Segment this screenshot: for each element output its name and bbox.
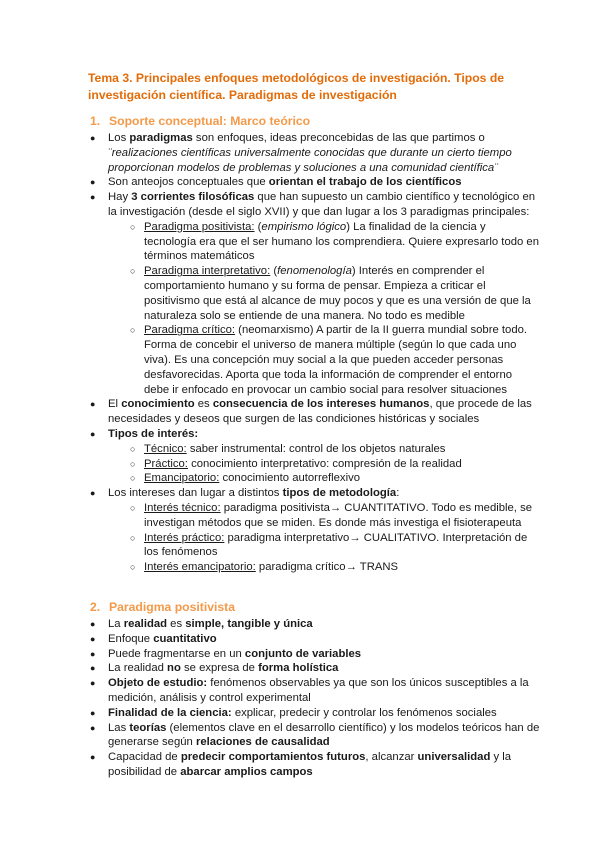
- section-number: 1.: [90, 114, 101, 128]
- section-heading-2: [90, 600, 235, 614]
- text: Hay: [108, 191, 132, 204]
- text: , alcanzar: [365, 751, 418, 764]
- bold-text: Tipos de interés:: [108, 427, 199, 440]
- sub-list-item: [90, 220, 540, 264]
- section-2-list: [90, 617, 540, 780]
- text: Son anteojos conceptuales que: [108, 176, 269, 189]
- bold-text: Finalidad de la ciencia:: [108, 706, 232, 719]
- list-item: [90, 632, 540, 647]
- text: Enfoque: [108, 632, 154, 645]
- list-item: [90, 676, 540, 706]
- list-item: [90, 190, 540, 220]
- text: Los: [108, 132, 130, 144]
- list-item: [90, 397, 540, 427]
- text: conocimiento interpretativo: compresión de la realidad: [187, 457, 462, 470]
- sub-list-item: [90, 501, 540, 531]
- text: saber instrumental: control de los objetos naturales: [186, 442, 446, 455]
- text: es: [167, 618, 186, 630]
- bold-text: consecuencia de los intereses humanos: [212, 398, 430, 411]
- underlined-label: Interés técnico:: [144, 501, 221, 514]
- text: se expresa de: [180, 662, 259, 675]
- text: paradigma positivista→ CUANTITATIVO. Todo es medible, se investigan métodos que se miden. Es donde más investiga el fisioterapeuta: [144, 501, 533, 529]
- sub-list-item: [90, 323, 540, 397]
- text: Puede fragmentarse en un: [108, 647, 245, 660]
- section-heading-1: [90, 114, 310, 128]
- bold-text: 3 corrientes filosóficas: [131, 191, 255, 204]
- bold-text: no: [167, 662, 181, 675]
- list-item: [90, 486, 540, 501]
- sub-list-item: [90, 264, 540, 323]
- text: paradigma crítico→ TRANS: [255, 561, 399, 574]
- sub-list-item: [90, 560, 540, 575]
- bold-text: predecir comportamientos futuros: [180, 751, 366, 764]
- bold-text: abarcar amplios campos: [180, 765, 313, 778]
- underlined-label: Paradigma crítico:: [144, 324, 236, 337]
- text: :: [396, 487, 400, 500]
- list-item: [90, 175, 540, 190]
- list-item: [90, 617, 540, 632]
- quote-text: ¨realizaciones científicas universalmente conocidas que durante un cierto tiempo proporcionan modelos de problemas y soluciones a una comunidad científica¨: [108, 146, 512, 174]
- bold-text: teorías: [129, 721, 167, 734]
- sub-list-item: [90, 442, 540, 457]
- text: explicar, predecir y controlar los fenómenos sociales: [231, 706, 497, 719]
- underlined-label: Técnico:: [144, 442, 187, 455]
- list-item: [90, 661, 540, 676]
- list-item: [90, 706, 540, 721]
- text: Las: [108, 721, 130, 734]
- section-heading-text: Paradigma positivista: [109, 600, 235, 614]
- bold-text: tipos de metodología: [282, 487, 397, 500]
- sub-list-item: [90, 457, 540, 472]
- list-item: [90, 721, 540, 751]
- list-item: [90, 131, 540, 175]
- italic-text: empirismo lógico: [261, 220, 347, 233]
- underlined-label: Interés práctico:: [144, 531, 225, 544]
- bold-text: simple, tangible y única: [185, 618, 313, 630]
- text: paradigma interpretativo→ CUALITATIVO. Interpretación de los fenómenos: [144, 531, 528, 559]
- text: El: [108, 398, 122, 411]
- underlined-label: Paradigma interpretativo:: [144, 265, 271, 278]
- underlined-label: Emancipatorio:: [144, 472, 220, 485]
- underlined-label: Interés emancipatorio:: [144, 561, 256, 574]
- text: , que procede de las necesidades y deseos que surgen de las condiciones históricas y sociales: [108, 398, 532, 426]
- list-item: [90, 427, 540, 442]
- text: ) La finalidad de la ciencia y tecnología era que el ser humano los comprendiera. Quiere expresarlo todo en términos matemáticos: [144, 220, 539, 263]
- bold-text: universalidad: [417, 751, 491, 764]
- bold-text: Objeto de estudio:: [108, 677, 208, 690]
- bold-text: conjunto de variables: [244, 647, 362, 660]
- list-item: [90, 750, 540, 780]
- bold-text: conocimiento: [121, 398, 195, 411]
- italic-text: fenomenología: [277, 265, 352, 278]
- text: (: [254, 220, 262, 233]
- sub-list-item: [90, 531, 540, 561]
- bold-text: cuantitativo: [153, 632, 217, 645]
- text: Los intereses dan lugar a distintos: [108, 487, 283, 500]
- bold-text: relaciones de causalidad: [195, 736, 330, 749]
- section-heading-text: Soporte conceptual: Marco teórico: [109, 114, 311, 128]
- page-title: Tema 3. Principales enfoques metodológicos de investigación. Tipos de investigación científica. Paradigmas de investigación: [88, 71, 505, 102]
- text: La: [108, 618, 124, 630]
- bold-text: orientan el trabajo de los científicos: [268, 176, 462, 189]
- text: (: [270, 265, 278, 278]
- text: conocimiento autorreflexivo: [219, 472, 361, 485]
- underlined-label: Práctico:: [144, 457, 188, 470]
- text: ) Interés en comprender el comportamiento humano y su forma de pensar. Empieza a criticar el positivismo que está al alcance de muy pocos y que es una versión de que la naturaleza solo se entiende de una manera. No todo es medible: [144, 265, 531, 322]
- list-item: [90, 647, 540, 662]
- text: (neomarxismo) A partir de la II guerra mundial sobre todo. Forma de concebir el universo de manera múltiple (según lo que cada uno viva). Es una concepción muy social a la que pueden acceder personas desfavorecidas. Aporta que toda la información de comprender el entorno debe ir enfocado en provocar un cambio social para resolver situaciones: [144, 324, 528, 396]
- text: y la posibilidad de: [108, 751, 512, 778]
- section-1-list: [90, 131, 540, 575]
- text: (elementos clave en el desarrollo científico) y los modelos teóricos han de generarse según: [108, 721, 540, 749]
- text: es: [194, 398, 213, 411]
- bold-text: forma holística: [258, 662, 339, 675]
- text: que han supuesto un cambio científico y tecnológico en la investigación (desde el siglo XVII) y que dan lugar a los 3 paradigmas principales:: [108, 191, 536, 218]
- text: son enfoques, ideas preconcebidas de las que partimos o: [192, 132, 485, 144]
- bold-text: realidad: [123, 618, 168, 630]
- text: fenómenos observables ya que son los únicos susceptibles a la medición, análisis y control experimental: [108, 677, 529, 704]
- underlined-label: Paradigma positivista:: [144, 220, 255, 233]
- bold-text: paradigmas: [129, 132, 193, 144]
- text: La realidad: [108, 662, 168, 675]
- sub-list-item: [90, 471, 540, 486]
- text: Capacidad de: [108, 751, 181, 764]
- section-number: 2.: [90, 600, 101, 614]
